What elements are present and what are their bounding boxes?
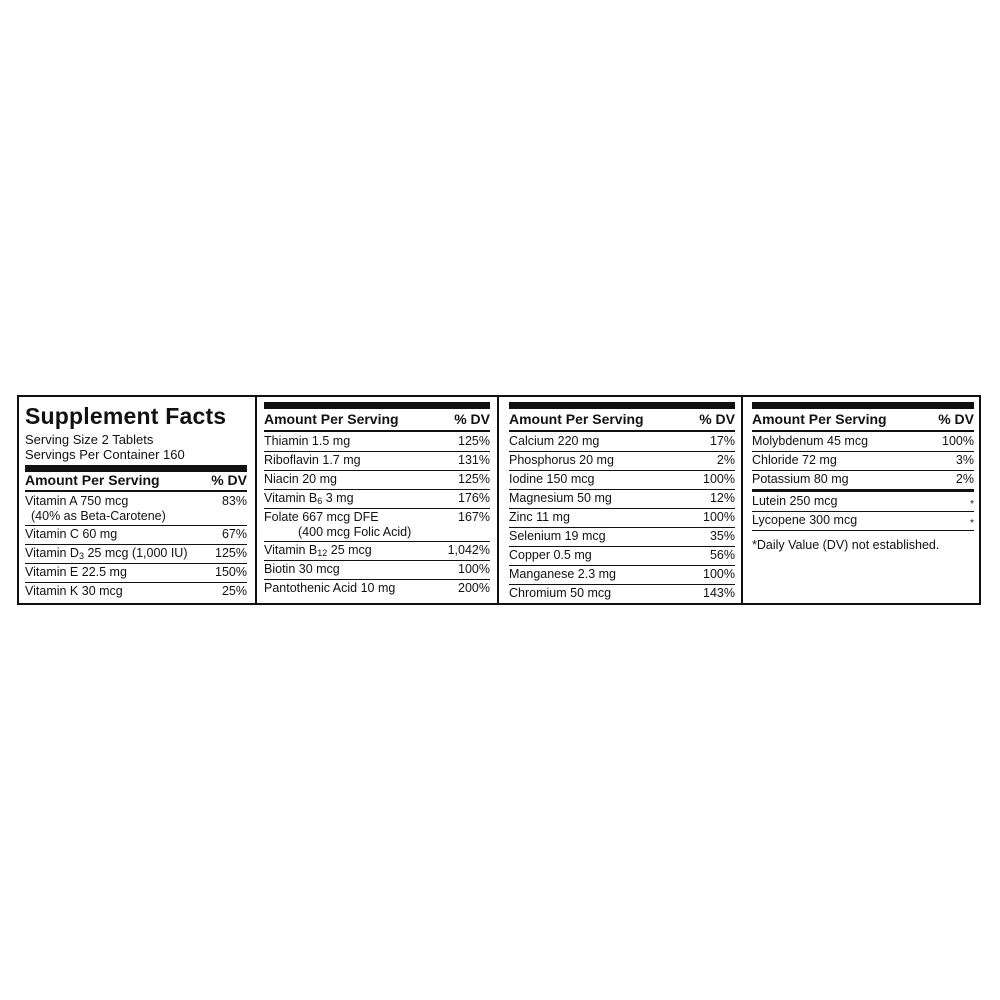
nutrient-dv: 125%: [458, 434, 490, 448]
nutrient-dv: 200%: [458, 581, 490, 595]
nutrient-name: Niacin 20 mg: [264, 472, 337, 486]
nutrient-name: Thiamin 1.5 mg: [264, 434, 351, 448]
nutrient-row-chloride: [752, 452, 974, 471]
nutrient-row-pantothenic-acid: [264, 580, 490, 598]
column-header: [509, 410, 735, 428]
nutrient-name: Vitamin C 60 mg: [25, 527, 118, 541]
nutrient-dv: 167%: [458, 510, 490, 524]
nutrient-row-vitamin-e: [25, 564, 247, 583]
nutrient-name: Lutein 250 mcg: [752, 494, 838, 508]
nutrient-name: Vitamin $B_{12}$ 25 mcg: [264, 543, 372, 558]
nutrient-name: Vitamin A 750 mcg: [25, 494, 129, 508]
column-header: [752, 410, 974, 428]
supplement-facts-panel: [17, 395, 981, 605]
nutrient-note: (400 mcg Folic Acid): [298, 525, 412, 539]
nutrient-row-lutein: [752, 493, 974, 512]
nutrient-name: Zinc 11 mg: [509, 510, 570, 524]
nutrient-row-vitamin-b12: [264, 542, 490, 561]
nutrient-dv: *: [970, 518, 974, 529]
dv-heading: % DV: [699, 411, 735, 427]
nutrient-note: (40% as Beta-Carotene): [31, 509, 166, 523]
panel-title: Supplement Facts: [25, 403, 227, 429]
nutrient-row-selenium: [509, 528, 735, 547]
nutrient-name: Vitamin $D_3$ 25 mcg (1,000 IU): [25, 546, 188, 561]
nutrient-name: Manganese 2.3 mg: [509, 567, 617, 581]
nutrient-row-iodine: [509, 471, 735, 490]
thick-rule: [509, 402, 735, 409]
thick-rule: [752, 402, 974, 409]
nutrient-dv: 17%: [709, 434, 735, 448]
nutrient-dv: 3%: [955, 453, 974, 467]
nutrient-dv: 25%: [221, 584, 247, 598]
nutrient-dv: 100%: [458, 562, 490, 576]
nutrient-name: Biotin 30 mcg: [264, 562, 340, 576]
nutrient-dv: 100%: [942, 434, 974, 448]
nutrient-name: Vitamin $B_6$ 3 mg: [264, 491, 354, 506]
nutrient-dv: 131%: [458, 453, 490, 467]
column-header: [25, 471, 247, 489]
nutrient-row-potassium: [752, 471, 974, 492]
amount-per-serving-heading: Amount Per Serving: [752, 411, 887, 427]
servings-per-container: Servings Per Container 160: [25, 447, 185, 462]
nutrient-name: Chromium 50 mcg: [509, 586, 612, 600]
column-3: [499, 397, 741, 603]
nutrient-name: Potassium 80 mg: [752, 472, 849, 486]
nutrient-row-folate: [264, 509, 490, 542]
nutrient-row-vitamin-b6: [264, 490, 490, 509]
nutrient-dv: *: [970, 499, 974, 510]
nutrient-dv: 143%: [703, 586, 735, 600]
header-rule: [509, 430, 735, 432]
nutrient-row-vitamin-a: [25, 493, 247, 526]
nutrient-name: Riboflavin 1.7 mg: [264, 453, 361, 467]
nutrient-row-magnesium: [509, 490, 735, 509]
nutrient-row-chromium: [509, 585, 735, 603]
nutrient-row-molybdenum: [752, 433, 974, 452]
dv-heading: % DV: [454, 411, 490, 427]
nutrient-name: Pantothenic Acid 10 mg: [264, 581, 396, 595]
column-4: [743, 397, 979, 603]
footnote: *Daily Value (DV) not established.: [752, 538, 940, 552]
column-1: [19, 397, 255, 603]
nutrient-dv: 12%: [709, 491, 735, 505]
nutrient-row-copper: [509, 547, 735, 566]
nutrient-dv: 35%: [709, 529, 735, 543]
nutrient-dv: 100%: [703, 472, 735, 486]
nutrient-name: Calcium 220 mg: [509, 434, 600, 448]
nutrient-dv: 67%: [221, 527, 247, 541]
serving-size: Serving Size 2 Tablets: [25, 432, 154, 447]
nutrient-row-manganese: [509, 566, 735, 585]
nutrient-row-phosphorus: [509, 452, 735, 471]
nutrient-name: Selenium 19 mcg: [509, 529, 606, 543]
nutrient-dv: 100%: [703, 567, 735, 581]
nutrient-row-vitamin-k: [25, 583, 247, 601]
nutrient-name: Chloride 72 mg: [752, 453, 837, 467]
nutrient-dv: 1,042%: [447, 543, 490, 557]
nutrient-row-riboflavin: [264, 452, 490, 471]
amount-per-serving-heading: Amount Per Serving: [509, 411, 644, 427]
nutrient-name: Lycopene 300 mcg: [752, 513, 858, 527]
dv-heading: % DV: [211, 472, 247, 488]
header-rule: [752, 430, 974, 432]
nutrient-name: Vitamin K 30 mcg: [25, 584, 123, 598]
nutrient-name: Phosphorus 20 mg: [509, 453, 614, 467]
header-rule: [264, 430, 490, 432]
amount-per-serving-heading: Amount Per Serving: [264, 411, 399, 427]
nutrient-row-biotin: [264, 561, 490, 580]
nutrient-dv: 150%: [215, 565, 247, 579]
nutrient-name: Copper 0.5 mg: [509, 548, 592, 562]
amount-per-serving-heading: Amount Per Serving: [25, 472, 160, 488]
nutrient-name: Folate 667 mcg DFE: [264, 510, 379, 524]
nutrient-dv: 100%: [703, 510, 735, 524]
nutrient-dv: 125%: [215, 546, 247, 560]
dv-heading: % DV: [938, 411, 974, 427]
nutrient-dv: 2%: [955, 472, 974, 486]
nutrient-row-lycopene: [752, 512, 974, 531]
nutrient-name: Iodine 150 mcg: [509, 472, 595, 486]
nutrient-row-vitamin-c: [25, 526, 247, 545]
nutrient-name: Magnesium 50 mg: [509, 491, 612, 505]
column-2: [257, 397, 497, 603]
nutrient-row-calcium: [509, 433, 735, 452]
nutrient-dv: 83%: [221, 494, 247, 508]
nutrient-row-vitamin-d: [25, 545, 247, 564]
header-rule: [25, 490, 247, 492]
nutrient-dv: 125%: [458, 472, 490, 486]
nutrient-name: Molybdenum 45 mcg: [752, 434, 869, 448]
nutrient-dv: 176%: [458, 491, 490, 505]
nutrient-dv: 56%: [709, 548, 735, 562]
nutrient-row-thiamin: [264, 433, 490, 452]
nutrient-name: Vitamin E 22.5 mg: [25, 565, 127, 579]
thick-rule: [264, 402, 490, 409]
nutrient-row-niacin: [264, 471, 490, 490]
column-header: [264, 410, 490, 428]
nutrient-row-zinc: [509, 509, 735, 528]
nutrient-dv: 2%: [716, 453, 735, 467]
